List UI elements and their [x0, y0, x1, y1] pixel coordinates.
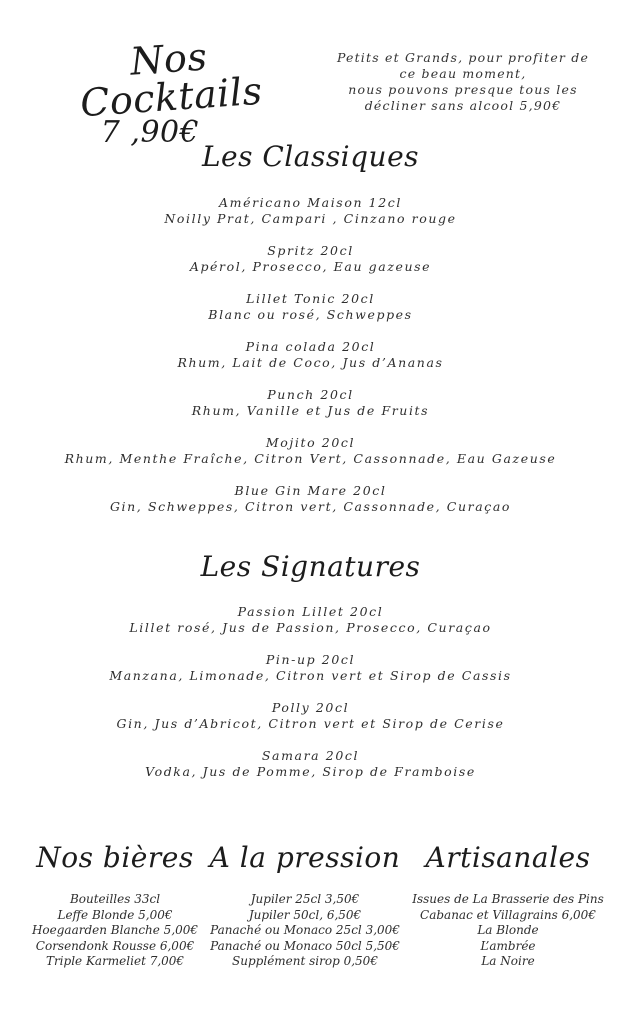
bieres-line: Corsendonk Rousse 6,00€: [35, 938, 195, 953]
artisanales-column: [408, 830, 608, 970]
item-desc: Rhum, Menthe Fraîche, Citron Vert, Cassonnade, Eau Gazeuse: [64, 451, 557, 466]
bieres-column: [20, 830, 210, 970]
item-desc: Blanc ou rosé, Schweppes: [208, 307, 413, 322]
item-name: Punch 20cl: [267, 387, 354, 402]
bieres-line: Leffe Blonde 5,00€: [57, 907, 173, 922]
list-item: [0, 435, 621, 467]
artisanales-line: Cabanac et Villagrains 6,00€: [420, 907, 596, 922]
list-item: [0, 700, 621, 732]
intro-line: Petits et Grands, pour profiter de: [336, 50, 590, 65]
list-item: [0, 748, 621, 780]
pression-line: Jupiler 25cl 3,50€: [250, 892, 360, 906]
list-item: [0, 291, 621, 323]
bieres-title: Nos bières: [36, 841, 194, 874]
list-item: [0, 243, 621, 275]
item-name: Lillet Tonic 20cl: [246, 291, 375, 306]
artisanales-line: Issues de La Brasserie des Pins: [412, 892, 604, 906]
item-name: Spritz 20cl: [267, 243, 354, 258]
intro-line: ce beau moment,: [399, 66, 527, 81]
item-desc: Manzana, Limonade, Citron vert et Sirop de Cassis: [109, 668, 512, 683]
intro-text: [318, 50, 608, 114]
list-item: [0, 387, 621, 419]
item-desc: Lillet rosé, Jus de Passion, Prosecco, Curaçao: [129, 620, 492, 635]
cocktails-title-text: Nos Cocktails: [78, 34, 264, 126]
item-desc: Rhum, Vanille et Jus de Fruits: [191, 403, 430, 418]
intro-line: décliner sans alcool 5,90€: [364, 98, 562, 113]
pression-column: [205, 830, 405, 970]
cocktails-title: [60, 34, 280, 150]
artisanales-line: L’ambrée: [480, 938, 536, 953]
artisanales-line: La Noire: [481, 954, 535, 968]
pression-line: Jupiler 50cl, 6,50€: [248, 907, 362, 922]
item-name: Blue Gin Mare 20cl: [234, 483, 387, 498]
item-name: Polly 20cl: [271, 700, 350, 715]
item-desc: Gin, Jus d’Abricot, Citron vert et Sirop de Cerise: [116, 716, 505, 731]
item-name: Mojito 20cl: [265, 435, 356, 450]
item-desc: Gin, Schweppes, Citron vert, Cassonnade, Curaçao: [109, 499, 512, 514]
bieres-line: Bouteilles 33cl: [69, 892, 161, 906]
item-name: Pin-up 20cl: [265, 652, 356, 667]
classiques-title: Les Classiques: [201, 140, 420, 173]
item-name: Pina colada 20cl: [245, 339, 376, 354]
list-item: [0, 604, 621, 636]
item-name: Passion Lillet 20cl: [237, 604, 384, 619]
item-desc: Vodka, Jus de Pomme, Sirop de Framboise: [145, 764, 476, 779]
intro-line: nous pouvons presque tous les: [348, 82, 578, 97]
item-desc: Apérol, Prosecco, Eau gazeuse: [189, 259, 432, 274]
item-desc: Rhum, Lait de Coco, Jus d’Ananas: [177, 355, 444, 370]
list-item: [0, 195, 621, 227]
pression-line: Supplément sirop 0,50€: [232, 954, 378, 968]
cocktails-price: 7 ,90€: [100, 115, 200, 150]
beer-columns: [0, 830, 621, 1000]
classiques-list: [0, 195, 621, 531]
item-desc: Noilly Prat, Campari , Cinzano rouge: [164, 211, 457, 226]
list-item: [0, 339, 621, 371]
pression-line: Panaché ou Monaco 50cl 5,50€: [210, 938, 400, 953]
bieres-line: Triple Karmeliet 7,00€: [45, 954, 185, 968]
list-item: [0, 483, 621, 515]
item-name: Américano Maison 12cl: [219, 195, 402, 210]
artisanales-title: Artisanales: [425, 841, 591, 874]
artisanales-line: La Blonde: [477, 923, 539, 937]
pression-line: Panaché ou Monaco 25cl 3,00€: [210, 923, 400, 937]
signatures-list: [0, 604, 621, 796]
pression-title: A la pression: [209, 841, 401, 874]
list-item: [0, 652, 621, 684]
item-name: Samara 20cl: [261, 748, 360, 763]
signatures-title: Les Signatures: [200, 550, 421, 583]
bieres-line: Hoegaarden Blanche 5,00€: [31, 923, 199, 937]
